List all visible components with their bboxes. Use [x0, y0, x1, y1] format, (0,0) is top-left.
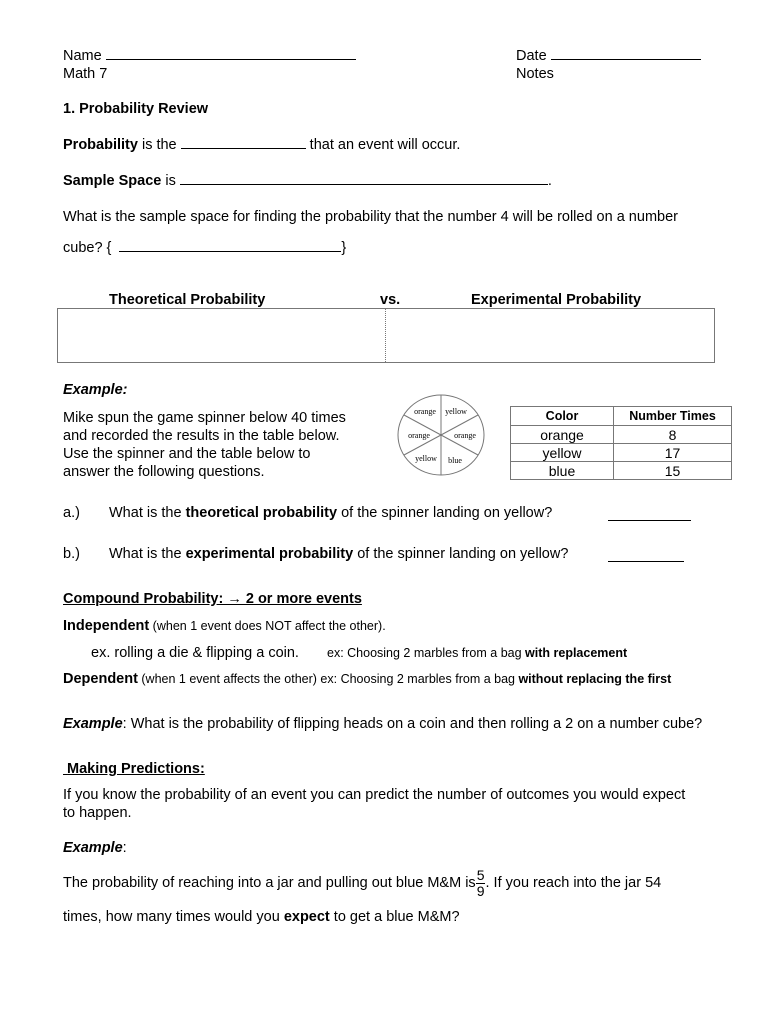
predictions-question-line1: The probability of reaching into a jar and pulling out blue M&M is $\frac{5}{9}$ . If you reach into the jar 54: [63, 866, 662, 899]
example3-label: Example:: [63, 840, 127, 856]
probability-definition: [63, 137, 460, 153]
table-header-count: Number Times: [614, 407, 732, 426]
experimental-heading: Experimental Probability: [471, 292, 642, 308]
predictions-question-line2: times, how many times would you expect to get a blue M&M?: [63, 909, 460, 925]
spinner-label: blue: [448, 456, 462, 465]
sample-space-end: .: [547, 173, 552, 189]
notes-label: Notes: [516, 66, 554, 82]
probability-blank[interactable]: [181, 147, 306, 149]
fraction-numerator: 5: [476, 866, 485, 883]
dependent-term: Dependent: [63, 671, 138, 687]
question-a-answer-blank[interactable]: [608, 519, 691, 521]
name-blank[interactable]: [106, 58, 356, 60]
question-b: What is the experimental probability of the spinner landing on yellow?: [109, 546, 569, 562]
dependent-desc: (when 1 event affects the other) ex: Choosing 2 marbles from a bag: [137, 672, 519, 686]
fraction-denominator: 9: [476, 882, 485, 899]
example1-line: Mike spun the game spinner below 40 times: [63, 410, 346, 426]
probability-term: Probability: [63, 137, 138, 153]
spinner-label: orange: [414, 407, 436, 416]
table-header-row: [511, 407, 732, 426]
spinner: [395, 392, 487, 478]
name-label: Name: [63, 48, 102, 64]
table-cell: 15: [614, 462, 732, 480]
example1-line: answer the following questions.: [63, 464, 265, 480]
probability-mid: is the: [137, 137, 177, 153]
example1-label: Example:: [63, 382, 128, 398]
name-field: [63, 48, 356, 64]
predictions-title: Making Predictions:: [67, 761, 205, 777]
example1-line: Use the spinner and the table below to: [63, 446, 311, 462]
table-cell: blue: [511, 462, 614, 480]
section-title: 1. Probability Review: [63, 101, 209, 117]
table-row: [511, 444, 732, 462]
spinner-label: orange: [454, 431, 476, 440]
probability-end: that an event will occur.: [305, 137, 461, 153]
question-a: What is the theoretical probability of the spinner landing on yellow?: [109, 505, 553, 521]
table-row: [511, 462, 732, 480]
table-cell: 17: [614, 444, 732, 462]
sample-space-blank[interactable]: [180, 183, 548, 185]
example2-text: : What is the probability of flipping heads on a coin and then rolling a 2 on a number cube?: [122, 716, 703, 732]
results-table: [510, 406, 732, 480]
fraction: [476, 868, 486, 899]
question-b-answer-blank[interactable]: [608, 560, 684, 562]
sample-space-question-line1: What is the sample space for finding the probability that the number 4 will be rolled on a number: [63, 209, 678, 225]
table-cell: yellow: [511, 444, 614, 462]
comparison-divider: [385, 309, 386, 362]
comparison-box[interactable]: [57, 308, 715, 363]
date-field: [516, 48, 701, 64]
table-header-color: Color: [511, 407, 614, 426]
example1-line: and recorded the results in the table below.: [63, 428, 340, 444]
question-brace-close: }: [341, 240, 347, 256]
question-b-label: b.): [63, 546, 80, 562]
independent-term: Independent: [63, 618, 150, 634]
spinner-label: yellow: [415, 454, 437, 463]
independent-example1: ex. rolling a die & flipping a coin.: [91, 645, 299, 661]
table-cell: 8: [614, 426, 732, 444]
dependent-definition: [63, 671, 671, 687]
sample-space-definition: [63, 173, 552, 189]
sample-space-term: Sample Space: [63, 173, 162, 189]
class-label: Math 7: [63, 66, 108, 82]
sample-space-question-line2: [63, 240, 346, 256]
question-a-label: a.): [63, 505, 80, 521]
independent-example2: ex: Choosing 2 marbles from a bag with replacement: [327, 646, 628, 660]
example2: [63, 716, 702, 732]
spinner-label: orange: [408, 431, 430, 440]
independent-desc: (when 1 event does NOT affect the other).: [149, 619, 386, 633]
compound-title: Compound Probability: → 2 or more events: [63, 591, 362, 607]
sample-space-answer-blank[interactable]: [119, 250, 341, 252]
dependent-bold: without replacing the first: [518, 672, 672, 686]
predictions-line1: If you know the probability of an event you can predict the number of outcomes you would expect: [63, 787, 686, 803]
date-label: Date: [516, 48, 547, 64]
table-cell: orange: [511, 426, 614, 444]
example2-label: Example: [63, 716, 123, 732]
spinner-label: yellow: [445, 407, 467, 416]
predictions-line2: to happen.: [63, 805, 132, 821]
sample-space-mid: is: [161, 173, 176, 189]
date-blank[interactable]: [551, 58, 701, 60]
example1-text: [63, 409, 346, 481]
vs-label: vs.: [380, 292, 401, 308]
table-row: [511, 426, 732, 444]
theoretical-heading: Theoretical Probability: [109, 292, 266, 308]
question-cube-label: cube? {: [63, 240, 112, 256]
independent-definition: [63, 618, 386, 634]
